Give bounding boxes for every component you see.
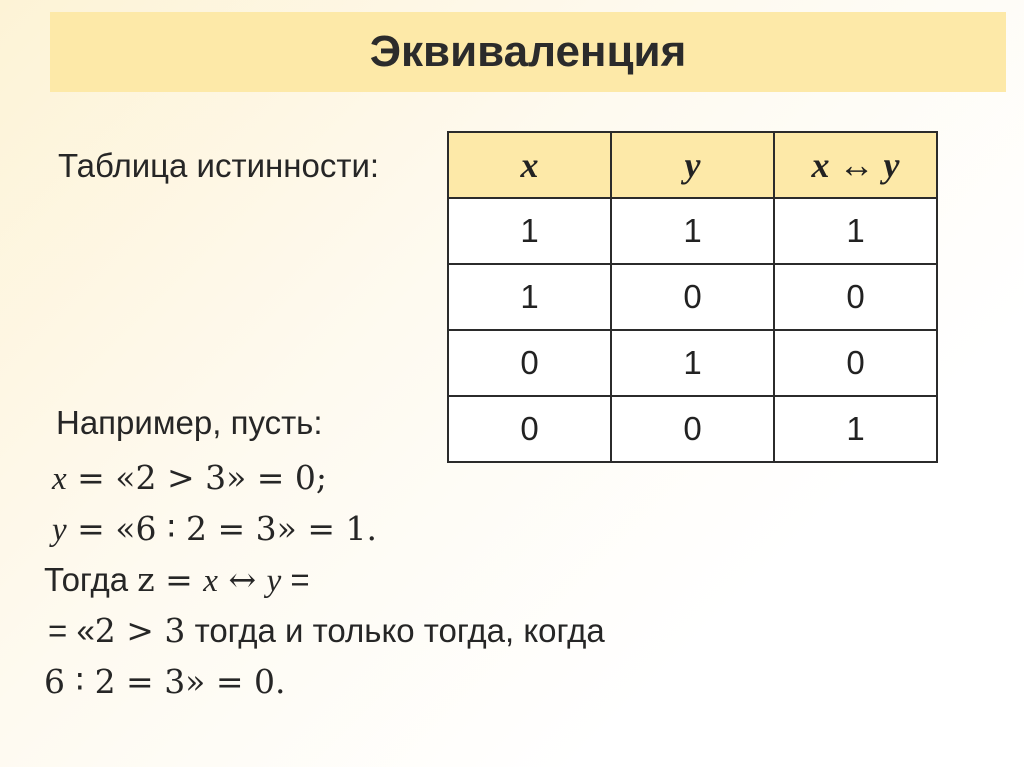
then-var-x: x — [203, 563, 218, 599]
table-cell: 1 — [774, 198, 937, 264]
header-equivalence: x ↔ y — [774, 132, 937, 198]
title-bar — [50, 12, 1006, 92]
table-cell: 0 — [448, 330, 611, 396]
condition-math: 2 > 3 — [94, 611, 186, 650]
table-cell: 1 — [448, 264, 611, 330]
table-cell: 0 — [448, 396, 611, 462]
table-row — [448, 198, 937, 264]
condition-text: тогда и только тогда, когда — [185, 612, 605, 649]
var-y: y — [52, 512, 67, 548]
table-cell: 1 — [448, 198, 611, 264]
header-y: y — [611, 132, 774, 198]
then-arrow: ↔ — [217, 560, 267, 599]
condition-prefix: = « — [48, 612, 95, 649]
table-cell: 0 — [611, 396, 774, 462]
var-x: x — [52, 461, 67, 497]
example-label: Например, пусть: — [56, 404, 323, 441]
table-cell: 1 — [611, 330, 774, 396]
table-cell: 0 — [611, 264, 774, 330]
then-expr-z: z = — [137, 560, 204, 599]
table-header-row — [448, 132, 937, 198]
table-row — [448, 396, 937, 462]
slide-title: Эквиваленция — [369, 27, 687, 76]
truth-table — [447, 131, 938, 463]
header-x: x — [448, 132, 611, 198]
then-tail: = — [281, 561, 310, 598]
then-expression — [137, 560, 281, 599]
result-line: 6 ∶ 2 = 3» = 0. — [44, 662, 286, 701]
table-cell: 0 — [774, 264, 937, 330]
table-cell: 1 — [774, 396, 937, 462]
example-line-y — [52, 509, 377, 549]
table-cell: 0 — [774, 330, 937, 396]
example-line-x-expr: = «2 > 3» = 0; — [77, 458, 328, 497]
example-line-y-expr: = «6 ∶ 2 = 3» = 1. — [77, 509, 377, 548]
then-line — [44, 560, 310, 600]
example-line-x — [52, 458, 327, 498]
truth-table-label: Таблица истинности: — [58, 147, 380, 184]
table-row — [448, 264, 937, 330]
condition-line — [48, 611, 605, 650]
table-row — [448, 330, 937, 396]
then-word: Тогда — [44, 561, 138, 598]
then-var-y: y — [266, 563, 282, 599]
table-cell: 1 — [611, 198, 774, 264]
